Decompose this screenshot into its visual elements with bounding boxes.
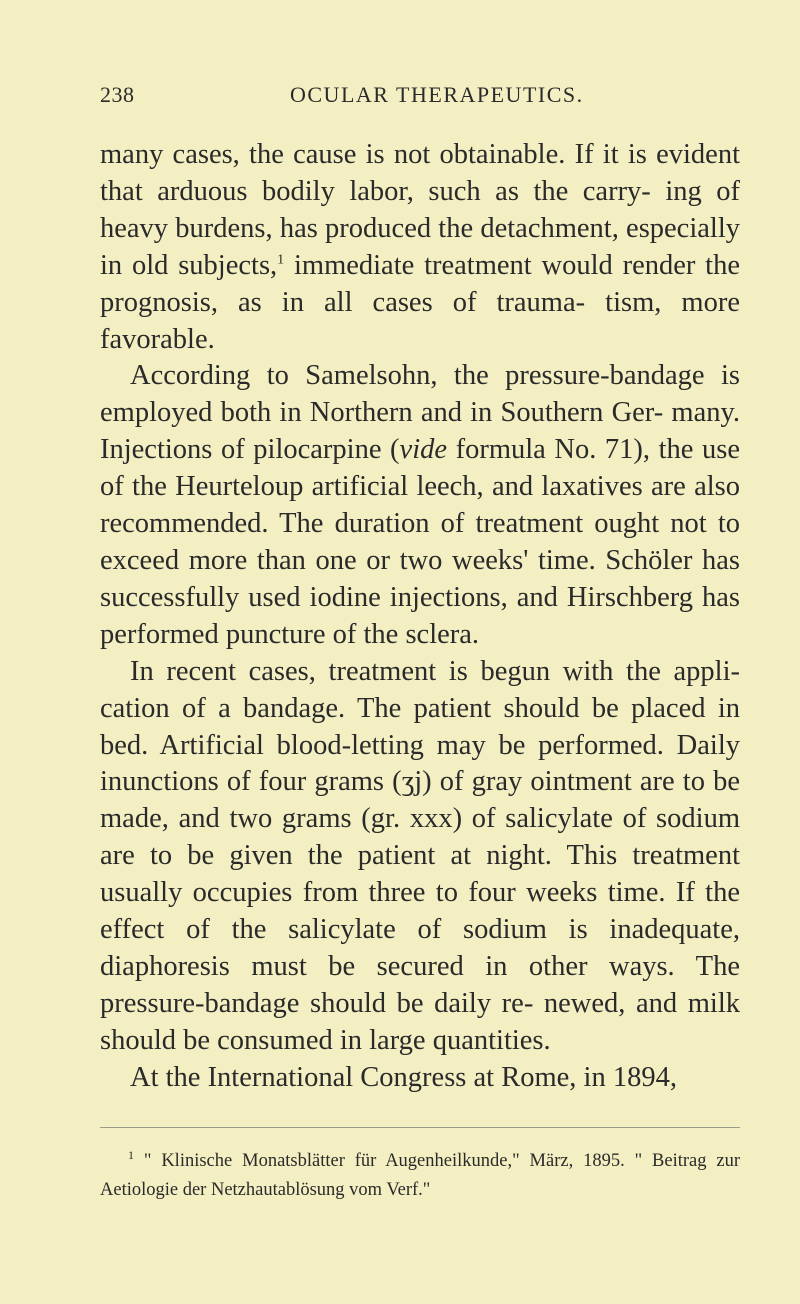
paragraph-1-text-a: many cases, the cause is not obtainable. If it is evident that arduous bodily labor, such as the carry- ing of heavy burdens, has produced the detachment, especially in old subjects,: [100, 139, 740, 281]
footnote-divider: [100, 1127, 740, 1128]
page-number: 238: [100, 82, 135, 107]
paragraph-2-italic: vide: [399, 434, 448, 466]
footnote: [100, 1147, 740, 1205]
running-head: OCULAR THERAPEUTICS.: [290, 82, 584, 107]
paragraph-2-text-b: formula No. 71), the use of the Heurteloup artificial leech, and laxatives are also recommended. The duration of treatment ought not to exceed more than one or two weeks' time. Schöler has successfully used iodine injections, and Hirschberg has performed puncture of the sclera.: [100, 434, 740, 650]
paragraph-3: In recent cases, treatment is begun with the appli- cation of a bandage. The patient should be placed in bed. Artificial blood-letting may be performed. Daily inunctions of four grams (ʒj) of gray ointment are to be made, and two grams (gr. xxx) of salicylate of sodium are to be given the patient at night. This treatment usually occupies from three to four weeks time. If the effect of the salicylate of sodium is inadequate, diaphoresis must be secured in other ways. The pressure-bandage should be daily re- newed, and milk should be consumed in large quantities.: [100, 655, 740, 1056]
paragraph-1-text-b: immediate treatment would render the prognosis, as in all cases of trauma- tism, more favorable.: [100, 249, 740, 355]
body-text: [100, 137, 740, 1097]
paragraph-1: [100, 137, 740, 358]
paragraph-2-text-a: According to Samelsohn, the pressure-bandage is employed both in Northern and in Southern Ger- many. Injections of pilocarpine (: [100, 360, 740, 466]
paragraph-4: At the International Congress at Rome, in 1894,: [130, 1061, 677, 1093]
footnote-reference: 1: [277, 252, 285, 268]
page-header: [100, 82, 740, 118]
footnote-text: " Klinische Monatsblätter für Augenheilkunde," März, 1895. " Beitrag zur Aetiologie der Netzhautablösung vom Verf.": [100, 1151, 740, 1200]
footnote-mark: 1: [128, 1147, 134, 1162]
paragraph-2: [100, 358, 740, 653]
